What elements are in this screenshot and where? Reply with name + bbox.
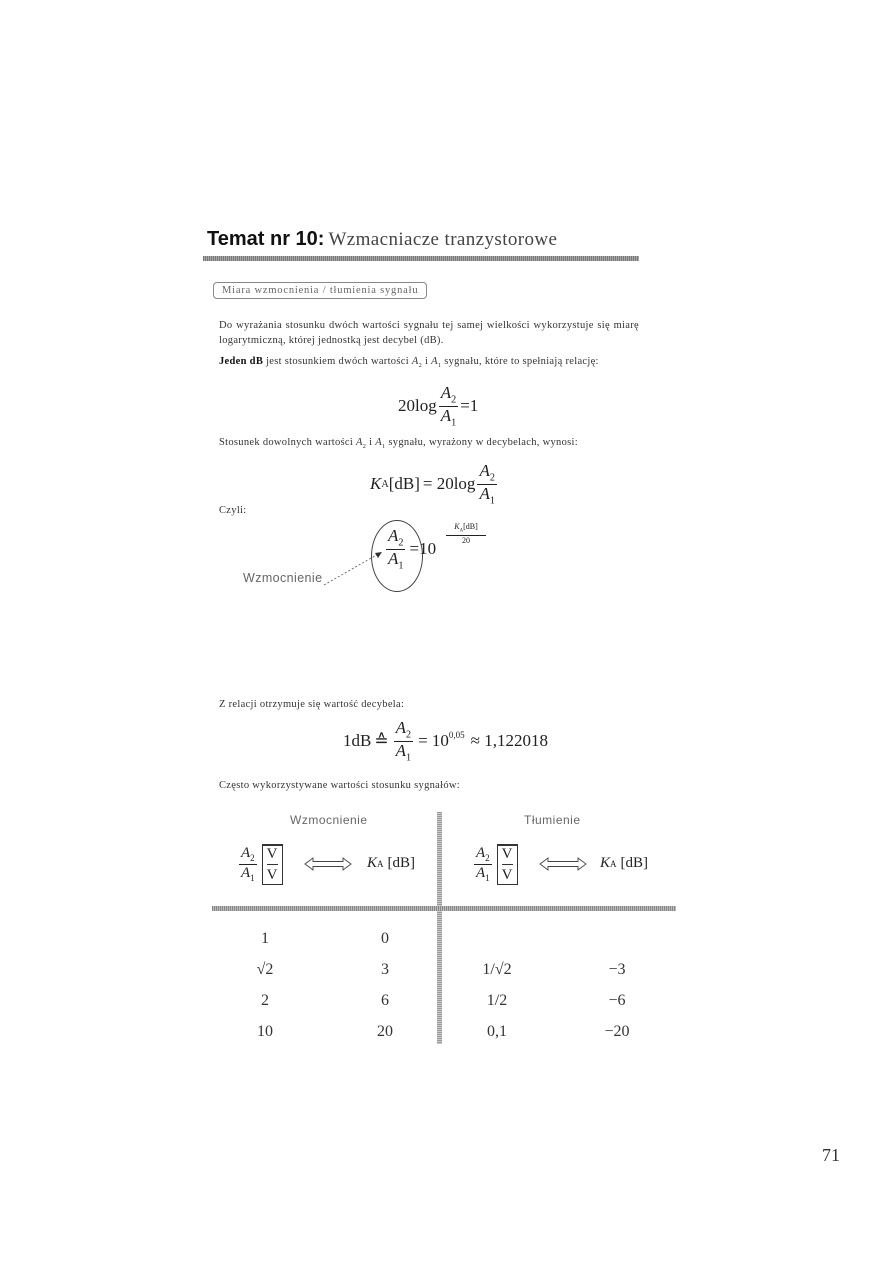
row4-db: 20: [377, 1022, 393, 1040]
inline-a2: A: [411, 356, 419, 367]
section-box-label: Miara wzmocnienia / tłumienia sygnału: [222, 285, 419, 296]
annotation-label: Wzmocnienie: [243, 571, 323, 585]
paragraph-ratio-text-a: Stosunek dowolnych wartości: [219, 437, 354, 448]
paragraph-intro: Do wyrażania stosunku dwóch wartości sygnału tej samej wielkości wykorzystuje się miarę logarytmiczną, której jednostką jest decybel (dB).: [219, 320, 639, 346]
lh-a2-sub: 2: [250, 853, 255, 864]
eq3-a1-sub: 1: [398, 560, 404, 571]
eq4-approx: ≈ 1,122018: [470, 731, 549, 751]
eq4-ten: = 10: [418, 731, 449, 751]
inline-a1: A: [431, 356, 438, 367]
eq3-exp-den: 20: [462, 535, 470, 545]
eq1-a1-sub: 1: [451, 417, 457, 428]
left-hdr-fraction: [239, 845, 257, 884]
rh-a1: A: [476, 865, 486, 881]
paragraph-one-db-text-a: jest stosunkiem dwóch wartości: [266, 356, 409, 367]
table-right-rows: [457, 923, 657, 1047]
lh-a1: A: [241, 865, 251, 881]
eq3-equals: =: [409, 539, 420, 559]
eq3-exp-db: [dB]: [463, 522, 478, 531]
table-row: [457, 923, 657, 954]
eq4-a1: A: [395, 740, 406, 760]
eq1-equals-one: =1: [460, 396, 479, 416]
eq3-a1: A: [388, 548, 399, 568]
equation-one-db: [398, 384, 478, 428]
lh-a2: A: [241, 845, 251, 862]
inline2-a1-sub: 1: [382, 443, 386, 451]
left-header-formula: [237, 844, 283, 885]
inline2-a2: A: [356, 437, 363, 448]
eq1-a2-sub: 2: [451, 394, 457, 406]
rrow4-ratio: 0,1: [487, 1022, 507, 1040]
rrow3-db: −6: [608, 991, 626, 1009]
topic-label: Temat nr 10:: [207, 228, 325, 250]
annotation-arrow: [320, 545, 390, 590]
left-double-arrow-icon: [304, 857, 352, 871]
table-row: [225, 1016, 425, 1047]
eq3-exp-k: K: [454, 522, 460, 531]
eq4-fraction: [394, 719, 413, 763]
rh-v-bottom: V: [501, 867, 513, 883]
topic-title: Wzmacniacze tranzystorowe: [328, 229, 558, 250]
lh-v-top: V: [267, 844, 278, 865]
right-header-formula: [472, 844, 518, 885]
paragraph-ratio-text-b: sygnału, wyrażony w decybelach, wynosi:: [388, 437, 578, 448]
rh-a1-sub: 1: [485, 873, 490, 883]
eq3-exp-k-sub: A: [459, 528, 464, 534]
rh-v-top: V: [502, 844, 513, 865]
table-header-gain: Wzmocnienie: [290, 813, 368, 827]
eq2-db: [dB]: [388, 474, 420, 494]
lh-a1-sub: 1: [250, 873, 255, 883]
equation-ka-db: [370, 462, 499, 506]
eq4-1db: 1dB: [343, 731, 372, 751]
inline2-a1: A: [375, 437, 383, 448]
eq3-a2: A: [388, 526, 399, 545]
eq2-a2-sub: 2: [489, 472, 495, 484]
paragraph-arbitrary-ratio: [219, 435, 649, 454]
eq2-20log: = 20log: [422, 474, 476, 494]
rrow2-db: −3: [608, 960, 626, 978]
table-vertical-rule: [437, 812, 442, 1044]
rh-a2: A: [476, 845, 486, 862]
eq2-k-sub: A: [381, 478, 389, 490]
page-title: [207, 228, 557, 251]
paragraph-decibel-value: Z relacji otrzymuje się wartość decybela:: [219, 699, 405, 710]
table-horizontal-rule: [212, 906, 676, 911]
rh-k: K: [600, 855, 611, 871]
row4-ratio: 10: [257, 1022, 273, 1040]
eq4-a2: A: [395, 718, 406, 737]
inline-a2-sub: 2: [418, 362, 423, 370]
inline2-i: i: [369, 437, 373, 448]
row2-ratio: √2: [256, 960, 274, 978]
inline2-a2-sub: 2: [362, 443, 367, 451]
inline-i: i: [424, 356, 429, 367]
lh-db: [dB]: [387, 855, 416, 871]
eq3-ten: 10: [419, 539, 437, 559]
inline-a1-sub: 1: [437, 362, 442, 370]
right-header-ka: [600, 855, 648, 872]
eq2-a1: A: [479, 483, 490, 503]
rrow4-db: −20: [604, 1022, 630, 1040]
eq4-exp: 0,05: [448, 730, 465, 741]
equation-decibel: [343, 719, 548, 763]
rh-a2-sub: 2: [485, 853, 490, 864]
equation-gain: [384, 527, 436, 571]
rrow3-ratio: 1/2: [486, 991, 508, 1009]
right-double-arrow-icon: [539, 857, 587, 871]
paragraph-one-db: [219, 354, 649, 373]
table-row: [457, 1016, 657, 1047]
rh-db: [dB]: [620, 855, 649, 871]
eq4-a1-sub: 1: [405, 752, 412, 763]
row3-ratio: 2: [261, 991, 269, 1009]
table-row: [457, 954, 657, 985]
right-hdr-unit: [497, 844, 518, 885]
lh-k-sub: A: [377, 858, 384, 869]
right-hdr-fraction: [474, 845, 492, 884]
table-row: [225, 923, 425, 954]
eq1-20log: 20log: [398, 396, 437, 416]
left-header-ka: [367, 855, 415, 872]
lh-k: K: [367, 855, 378, 871]
table-left-rows: [225, 923, 425, 1047]
rrow2-ratio: 1/√2: [482, 960, 512, 978]
eq1-fraction: [439, 384, 458, 428]
eq3-exponent: [446, 522, 486, 545]
eq1-a1: A: [440, 405, 452, 425]
eq2-fraction: [477, 462, 496, 506]
eq2-k: K: [370, 474, 382, 494]
table-row: [457, 985, 657, 1016]
paragraph-one-db-text-b: sygnału, które to spełniają relację:: [444, 356, 599, 367]
row1-ratio: 1: [261, 929, 269, 947]
eq3-a2-sub: 2: [398, 537, 404, 549]
eq4-a2-sub: 2: [405, 729, 412, 741]
lh-v-bottom: V: [266, 867, 278, 883]
eq2-a2: A: [479, 461, 490, 480]
table-row: [225, 985, 425, 1016]
table-row: [225, 954, 425, 985]
one-db-bold: Jeden dB: [219, 356, 264, 367]
czyli-label: Czyli:: [219, 505, 247, 516]
eq4-def: ≙: [374, 731, 389, 751]
eq2-a1-sub: 1: [489, 495, 495, 506]
row1-db: 0: [381, 929, 389, 947]
left-hdr-unit: [262, 844, 283, 885]
row2-db: 3: [381, 960, 389, 978]
paragraph-common-values: Często wykorzystywane wartości stosunku sygnałów:: [219, 780, 460, 791]
title-rule: [203, 256, 639, 261]
table-header-attenuation: Tłumienie: [524, 813, 581, 827]
rh-k-sub: A: [610, 858, 617, 869]
eq1-a2: A: [440, 383, 452, 402]
page-number: 71: [822, 1145, 840, 1165]
section-box: [213, 282, 427, 299]
row3-db: 6: [381, 991, 389, 1009]
